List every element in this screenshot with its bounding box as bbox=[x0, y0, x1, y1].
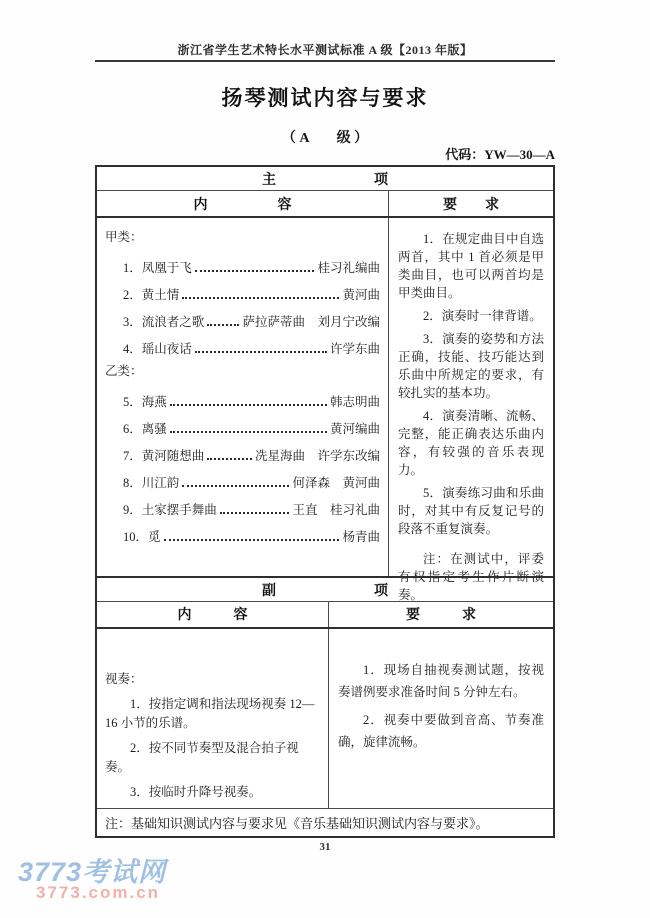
doc-standard-header: 浙江省学生艺术特长水平测试标准 A 级【2013 年版】 bbox=[177, 43, 473, 57]
page-number: 31 bbox=[319, 841, 331, 853]
repertoire-item bbox=[103, 519, 382, 546]
watermark-logo: 3773考试网 bbox=[18, 857, 167, 887]
sub-content-row bbox=[97, 629, 553, 808]
repertoire-list bbox=[97, 218, 389, 576]
sub-requirement-header: 要 求 bbox=[406, 608, 476, 624]
dotted-leader bbox=[220, 512, 290, 514]
piece-composer: 王直 桂习礼曲 bbox=[292, 503, 380, 518]
dotted-leader bbox=[207, 324, 239, 326]
sub-content-header: 内 容 bbox=[97, 602, 329, 627]
repertoire-item bbox=[103, 492, 382, 519]
piece-title: 9．土家摆手舞曲 bbox=[123, 503, 217, 518]
main-column-headers bbox=[97, 191, 553, 218]
dotted-leader bbox=[170, 431, 327, 433]
piece-title: 4．瑶山夜话 bbox=[123, 342, 192, 357]
sub-column-headers bbox=[97, 602, 553, 629]
requirement-paragraph: 2．演奏时一律背谱。 bbox=[423, 309, 542, 324]
requirement-paragraph: 1．现场自抽视奏测试题，按视奏谱例要求准备时间 5 分钟左右。 bbox=[338, 662, 544, 699]
sight-reading-list bbox=[97, 629, 329, 808]
sub-requirements bbox=[329, 629, 553, 808]
piece-composer: 何泽森 黄河曲 bbox=[292, 476, 380, 491]
repertoire-item bbox=[103, 465, 382, 492]
repertoire-item bbox=[103, 304, 382, 331]
piece-composer: 黄河编曲 bbox=[329, 422, 380, 437]
footer-note: 注：基础知识测试内容与要求见《音乐基础知识测试内容与要求》。 bbox=[105, 815, 489, 831]
piece-composer: 许学东曲 bbox=[329, 342, 380, 357]
repertoire-item bbox=[103, 331, 382, 358]
sight-reading-items bbox=[105, 695, 320, 802]
footer-note-row bbox=[97, 808, 553, 836]
requirement-paragraph: 3．演奏的姿势和方法正确，技能、技巧能达到乐曲中所规定的要求，有较扎实的基本功。 bbox=[398, 332, 544, 401]
dotted-leader bbox=[195, 270, 315, 272]
piece-title: 5．海燕 bbox=[123, 395, 167, 410]
main-content-header: 内 容 bbox=[97, 191, 389, 216]
piece-title: 2．黄土情 bbox=[123, 288, 180, 303]
main-requirements bbox=[389, 218, 553, 603]
grade-label: （ A 级 ） bbox=[281, 131, 369, 146]
repertoire-item bbox=[103, 250, 382, 277]
piece-composer: 杨青曲 bbox=[342, 530, 380, 545]
header-rule bbox=[95, 60, 555, 62]
dotted-leader bbox=[164, 539, 340, 541]
repertoire-item bbox=[103, 438, 382, 465]
requirement-paragraph: 1．在规定曲目中自选两首，其中 1 首必须是甲类曲目，也可以两首均是甲类曲目。 bbox=[398, 232, 544, 301]
piece-title: 7．黄河随想曲 bbox=[123, 449, 205, 464]
requirement-paragraph: 4．演奏清晰、流畅、完整，能正确表达乐曲内容，有较强的音乐表现力。 bbox=[398, 409, 544, 478]
sight-reading-item: 1．按指定调和指法现场视奏 12—16 小节的乐谱。 bbox=[105, 696, 315, 730]
group-a-label: 甲类： bbox=[105, 230, 143, 245]
group-b-label: 乙类： bbox=[105, 364, 143, 379]
piece-composer: 冼星海曲 许学东改编 bbox=[254, 449, 380, 464]
repertoire-item bbox=[103, 277, 382, 304]
piece-title: 3．流浪者之歌 bbox=[123, 315, 205, 330]
dotted-leader bbox=[207, 458, 252, 460]
sight-reading-label: 视奏： bbox=[105, 671, 143, 686]
dotted-leader bbox=[182, 485, 289, 487]
main-section-header: 主 项 bbox=[97, 167, 553, 191]
dotted-leader bbox=[195, 351, 327, 353]
piece-title: 1．凤凰于飞 bbox=[123, 261, 192, 276]
piece-title: 8．川江韵 bbox=[123, 476, 180, 491]
piece-composer: 桂习礼编曲 bbox=[317, 261, 380, 276]
watermark-url: 3773.com.cn bbox=[36, 883, 161, 902]
dotted-leader bbox=[170, 404, 327, 406]
piece-composer: 黄河曲 bbox=[342, 288, 380, 303]
piece-title: 6．离骚 bbox=[123, 422, 167, 437]
sight-reading-item: 2．按不同节奏型及混合拍子视奏。 bbox=[105, 740, 299, 774]
requirement-paragraph: 2．视奏中要做到音高、节奏准确，旋律流畅。 bbox=[338, 712, 544, 749]
page-title: 扬琴测试内容与要求 bbox=[221, 86, 429, 110]
piece-title: 10．觅 bbox=[123, 530, 161, 545]
sub-section-header: 副 项 bbox=[97, 576, 553, 601]
main-requirement-header: 要 求 bbox=[443, 197, 499, 213]
test-table bbox=[95, 165, 555, 838]
jury-note: 注：在测试中，评委有权指定考生作片断演奏。 bbox=[398, 552, 544, 603]
sight-reading-item: 3．按临时升降号视奏。 bbox=[130, 784, 262, 799]
repertoire-item bbox=[103, 411, 382, 438]
repertoire-item bbox=[103, 384, 382, 411]
piece-composer: 萨拉萨蒂曲 刘月宁改编 bbox=[242, 315, 380, 330]
dotted-leader bbox=[182, 297, 339, 299]
requirement-paragraph: 5．演奏练习曲和乐曲时，对其中有反复记号的段落不重复演奏。 bbox=[398, 486, 544, 537]
piece-composer: 韩志明曲 bbox=[329, 395, 380, 410]
code-label: 代码：YW—30—A bbox=[445, 147, 555, 162]
